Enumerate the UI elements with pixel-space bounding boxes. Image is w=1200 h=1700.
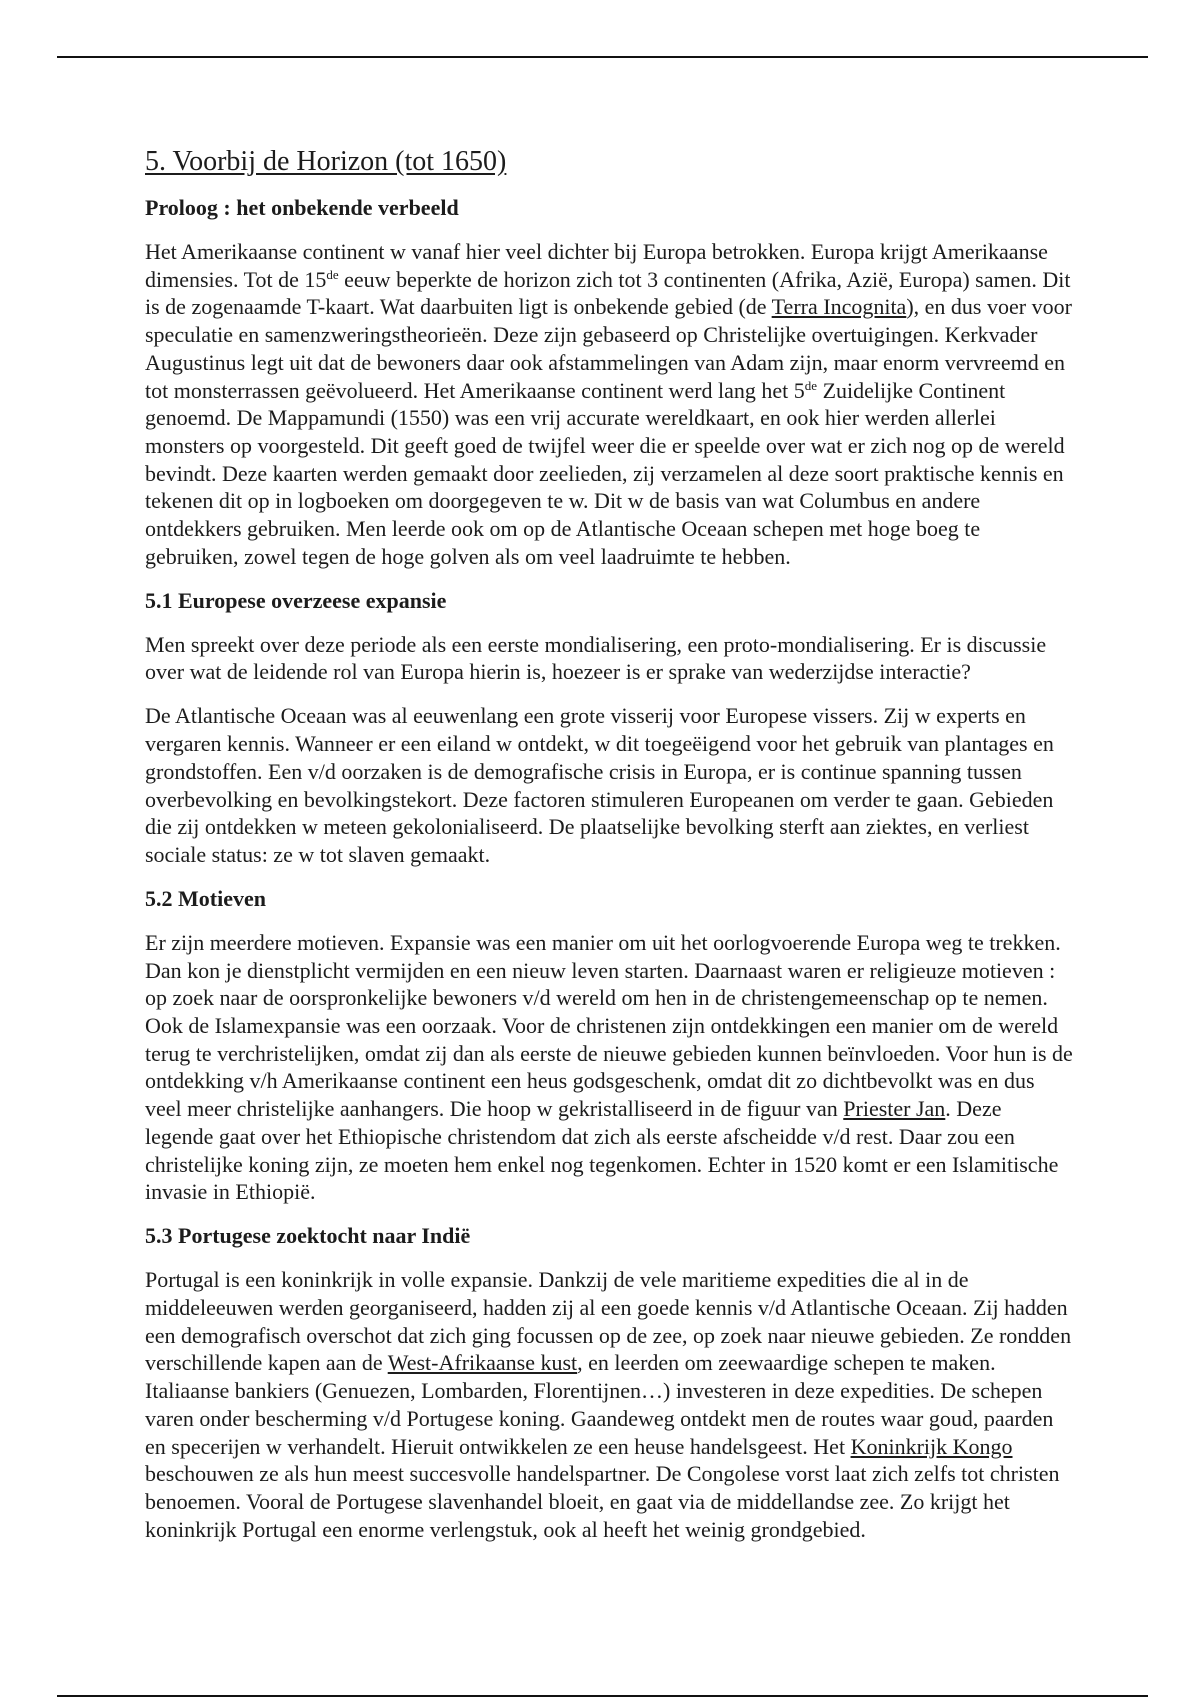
superscript: de (804, 377, 818, 393)
section-5-2-heading: 5.2 Motieven (145, 885, 266, 911)
text-run: . Deze legende gaat over het Ethiopische christendom dat zich als eerste afscheidde v/d rest. Daar zou een christelijke koning zijn, ze moeten hem enkel nog tegenkomen. Echter in 1520 komt er een Islamitische invasie in Ethiopië. (145, 1096, 1059, 1205)
section-5-3-heading: 5.3 Portugese zoektocht naar Indië (145, 1223, 471, 1249)
text-run: Er zijn meerdere motieven. Expansie was een manier om uit het oorlogvoerende Europa weg te trekken. Dan kon je dienstplicht vermijden en een nieuw leven starten. Daarnaast waren er religieuze motieven : op zoek naar de oorspronkelijke bewoners v/d wereld om hen in de christengemeenschap op te nemen. Ook de Islamexpansie was een oorzaak. Voor de christenen zijn ontdekkingen een manier om de wereld terug te verchristelijken, omdat zij dan als eerste de nieuwe gebieden kunnen beïnvloeden. Voor hun is de ontdekking v/h Amerikaanse continent een heus godsgeschenk, omdat dit zo dichtbevolkt was en dus veel meer christelijke aanhangers. Die hoop w gekristalliseerd in de figuur van (145, 929, 1073, 1122)
document-body (145, 145, 1073, 1560)
text-run: ), en dus voer voor speculatie en samenzweringstheorieën. Deze zijn gebaseerd op Christelijke overtuigingen. Kerkvader Augustinus legt uit dat de bewoners daar ook afstammelingen van Adam zijn, maar enorm vervreemd en tot monsterrassen geëvolueerd. Het Amerikaanse continent werd lang het 5 (145, 294, 1072, 403)
section-5-1-heading: 5.1 Europese overzeese expansie (145, 587, 447, 613)
top-divider (57, 56, 1148, 58)
term-priester-jan: Priester Jan (843, 1096, 946, 1122)
section-5-1-paragraph-1: Men spreekt over deze periode als een eerste mondialisering, een proto-mondialisering. Er is discussie over wat de leidende rol van Europa hierin is, hoezeer is er sprake van wederzijdse interactie? (145, 631, 1047, 685)
section-5-1-paragraph-2: De Atlantische Oceaan was al eeuwenlang een grote visserij voor Europese vissers. Zij w experts en vergaren kennis. Wanneer er een eiland w ontdekt, w dit toegeëigend voor het gebruik van plantages en grondstoffen. Een v/d oorzaken is de demografische crisis in Europa, er is continue spanning tussen overbevolking en bevolkingstekort. Deze factoren stimuleren Europeanen om verder te gaan. Gebieden die zij ontdekken w meteen gekolonialiseerd. De plaatselijke bevolking sterft aan ziektes, en verliest sociale status: ze w tot slaven gemaakt. (145, 703, 1054, 867)
section-5-3-paragraph (145, 1266, 1073, 1543)
term-terra-incognita: Terra Incognita (771, 294, 907, 320)
superscript: de (326, 266, 339, 282)
text-run: , en leerden om zeewaardige schepen te maken. Italiaanse bankiers (Genuezen, Lombarden, Florentijnen…) investeren in deze expedities. De schepen varen onder bescherming v/d Portugese koning. Gaandeweg ontdekt men de routes waar goud, paarden en specerijen w verhandelt. Hieruit ontwikkelen ze een heuse handelsgeest. Het (145, 1350, 1054, 1459)
term-west-afrikaanse-kust: West-Afrikaanse kust (387, 1350, 578, 1376)
proloog-paragraph (145, 238, 1073, 570)
proloog-heading: Proloog : het onbekende verbeeld (145, 195, 459, 220)
text-run: eeuw beperkte de horizon zich tot 3 continenten (Afrika, Azië, Europa) samen. Dit is de zogenaamde T-kaart. Wat daarbuiten ligt is onbekende gebied (de (145, 266, 1071, 320)
bottom-divider (57, 1695, 1148, 1697)
page-title: 5. Voorbij de Horizon (tot 1650) (145, 146, 507, 177)
term-koninkrijk-kongo: Koninkrijk Kongo (850, 1433, 1013, 1459)
text-run: Het Amerikaanse continent w vanaf hier veel dichter bij Europa betrokken. Europa krijgt Amerikaanse dimensies. Tot de 15 (145, 239, 1048, 292)
section-5-2-paragraph (145, 929, 1073, 1206)
text-run: Zuidelijke Continent genoemd. De Mappamundi (1550) was een vrij accurate wereldkaart, en ook hier werden allerlei monsters op voorgesteld. Dit geeft goed de twijfel weer die er speelde over wat er zich nog op de wereld bevindt. Deze kaarten werden gemaakt door zeelieden, zij verzamelen al deze soort praktische kennis en tekenen dit op in logboeken om doorgegeven te w. Dit w de basis van wat Columbus en andere ontdekkers gebruiken. Men leerde ook om op de Atlantische Oceaan schepen met hoge boeg te gebruiken, zowel tegen de hoge golven als om veel laadruimte te hebben. (145, 377, 1065, 569)
text-run: Portugal is een koninkrijk in volle expansie. Dankzij de vele maritieme expedities die al in de middeleeuwen werden georganiseerd, hadden zij al een goede kennis v/d Atlantische Oceaan. Zij hadden een demografisch overschot dat zich ging focussen op de zee, op zoek naar nieuwe gebieden. Ze rondden verschillende kapen aan de (145, 1267, 1072, 1376)
text-run: beschouwen ze als hun meest succesvolle handelspartner. De Congolese vorst laat zich zelfs tot christen benoemen. Vooral de Portugese slavenhandel bloeit, en gaat via de middellandse zee. Zo krijgt het koninkrijk Portugal een enorme verlengstuk, ook al heeft het weinig grondgebied. (145, 1461, 1060, 1542)
